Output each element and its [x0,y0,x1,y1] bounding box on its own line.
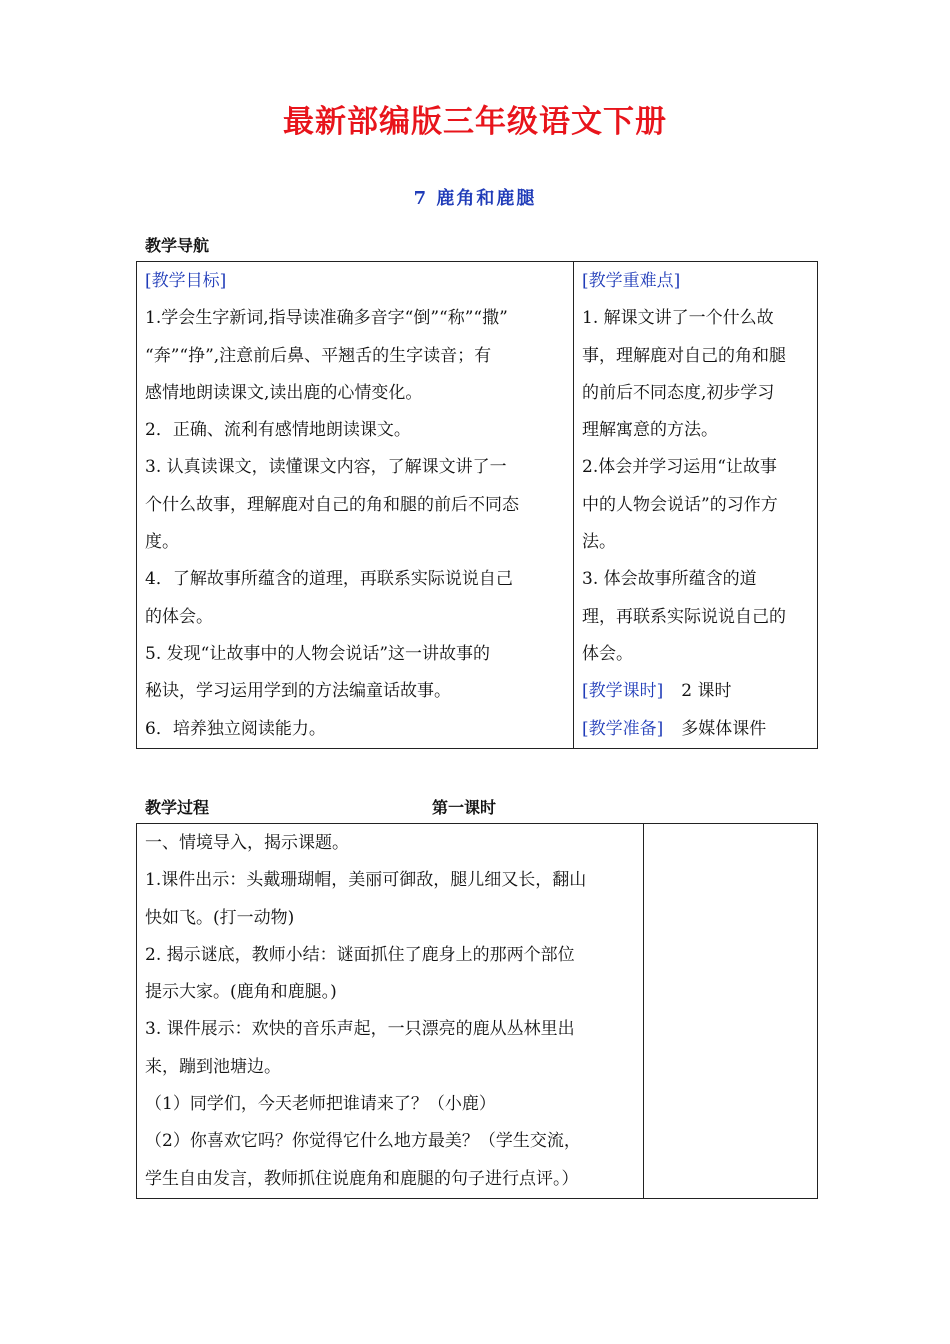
process-line: 3. 课件展示：欢快的音乐声起，一只漂亮的鹿从丛林里出 [145,1019,575,1040]
teaching-goals-cell [137,262,574,749]
goal-line: 感情地朗读课文,读出鹿的心情变化。 [145,382,423,403]
key-point-line: 事，理解鹿对自己的角和腿 [582,345,786,366]
goal-line: 5. 发现“让故事中的人物会说话”这一讲故事的 [145,643,491,664]
teaching-goals-header: [教学目标] [145,271,227,291]
process-line: 1.课件出示：头戴珊瑚帽，美丽可御敌，腿儿细又长，翻山 [145,870,587,891]
class-hours-value: 2 课时 [681,681,732,702]
goal-line: 3. 认真读课文，读懂课文内容，了解课文讲了一 [145,457,507,478]
main-title: 最新部编版三年级语文下册 [283,104,667,140]
class-hours-label: [教学课时] [582,681,664,702]
key-point-line: 3. 体会故事所蕴含的道 [582,569,757,590]
key-point-line: 体会。 [582,643,633,664]
teaching-process-table [136,823,818,1199]
key-point-line: 理，再联系实际说说自己的 [582,606,786,627]
teaching-navigation-table [136,261,818,749]
process-line: （1）同学们，今天老师把谁请来了？（小鹿） [145,1094,496,1115]
goal-line: 秘诀，学习运用学到的方法编童话故事。 [145,681,451,702]
key-point-line: 的前后不同态度,初步学习 [582,382,775,403]
process-line: 提示大家。(鹿角和鹿腿。) [145,982,337,1003]
goal-line: 的体会。 [145,606,213,627]
key-point-line: 法。 [582,532,616,553]
process-content-cell [137,824,644,1199]
goal-line: “奔”“挣”,注意前后鼻、平翘舌的生字读音；有 [145,345,492,366]
goal-line: 2．正确、流利有感情地朗读课文。 [145,420,411,441]
preparation-value: 多媒体课件 [681,718,767,739]
goal-line: 度。 [145,532,179,553]
key-point-line: 中的人物会说话”的习作方 [582,494,778,515]
process-line: 2. 揭示谜底，教师小结：谜面抓住了鹿身上的那两个部位 [145,944,575,965]
lesson-title: 7 鹿角和鹿腿 [413,188,537,209]
key-points-header: [教学重难点] [582,271,681,291]
process-line: 来，蹦到池塘边。 [145,1056,281,1077]
teaching-navigation-heading: 教学导航 [145,236,210,255]
process-line: 一、情境导入，揭示课题。 [145,833,349,853]
key-point-line: 理解寓意的方法。 [582,420,718,441]
preparation-label: [教学准备] [582,718,664,739]
key-point-line: 2.体会并学习运用“让故事 [582,457,777,478]
goal-line: 6．培养独立阅读能力。 [145,718,326,739]
goal-line: 4．了解故事所蕴含的道理，再联系实际说说自己 [145,569,513,590]
first-period-heading: 第一课时 [432,798,497,817]
goal-line: 1.学会生字新词,指导读准确多音字“倒”“称”“撒” [145,308,508,329]
key-points-cell [574,262,818,749]
process-line: 快如飞。(打一动物) [145,907,295,928]
process-notes-cell [644,824,818,1199]
teaching-process-heading: 教学过程 [145,798,210,817]
goal-line: 个什么故事，理解鹿对自己的角和腿的前后不同态 [145,494,519,515]
process-line: 学生自由发言，教师抓住说鹿角和鹿腿的句子进行点评。） [145,1168,579,1189]
preparation-row [574,711,817,748]
key-point-line: 1. 解课文讲了一个什么故 [582,308,774,329]
process-line: （2）你喜欢它吗？你觉得它什么地方最美？（学生交流， [145,1131,581,1152]
class-hours-row [574,673,817,710]
